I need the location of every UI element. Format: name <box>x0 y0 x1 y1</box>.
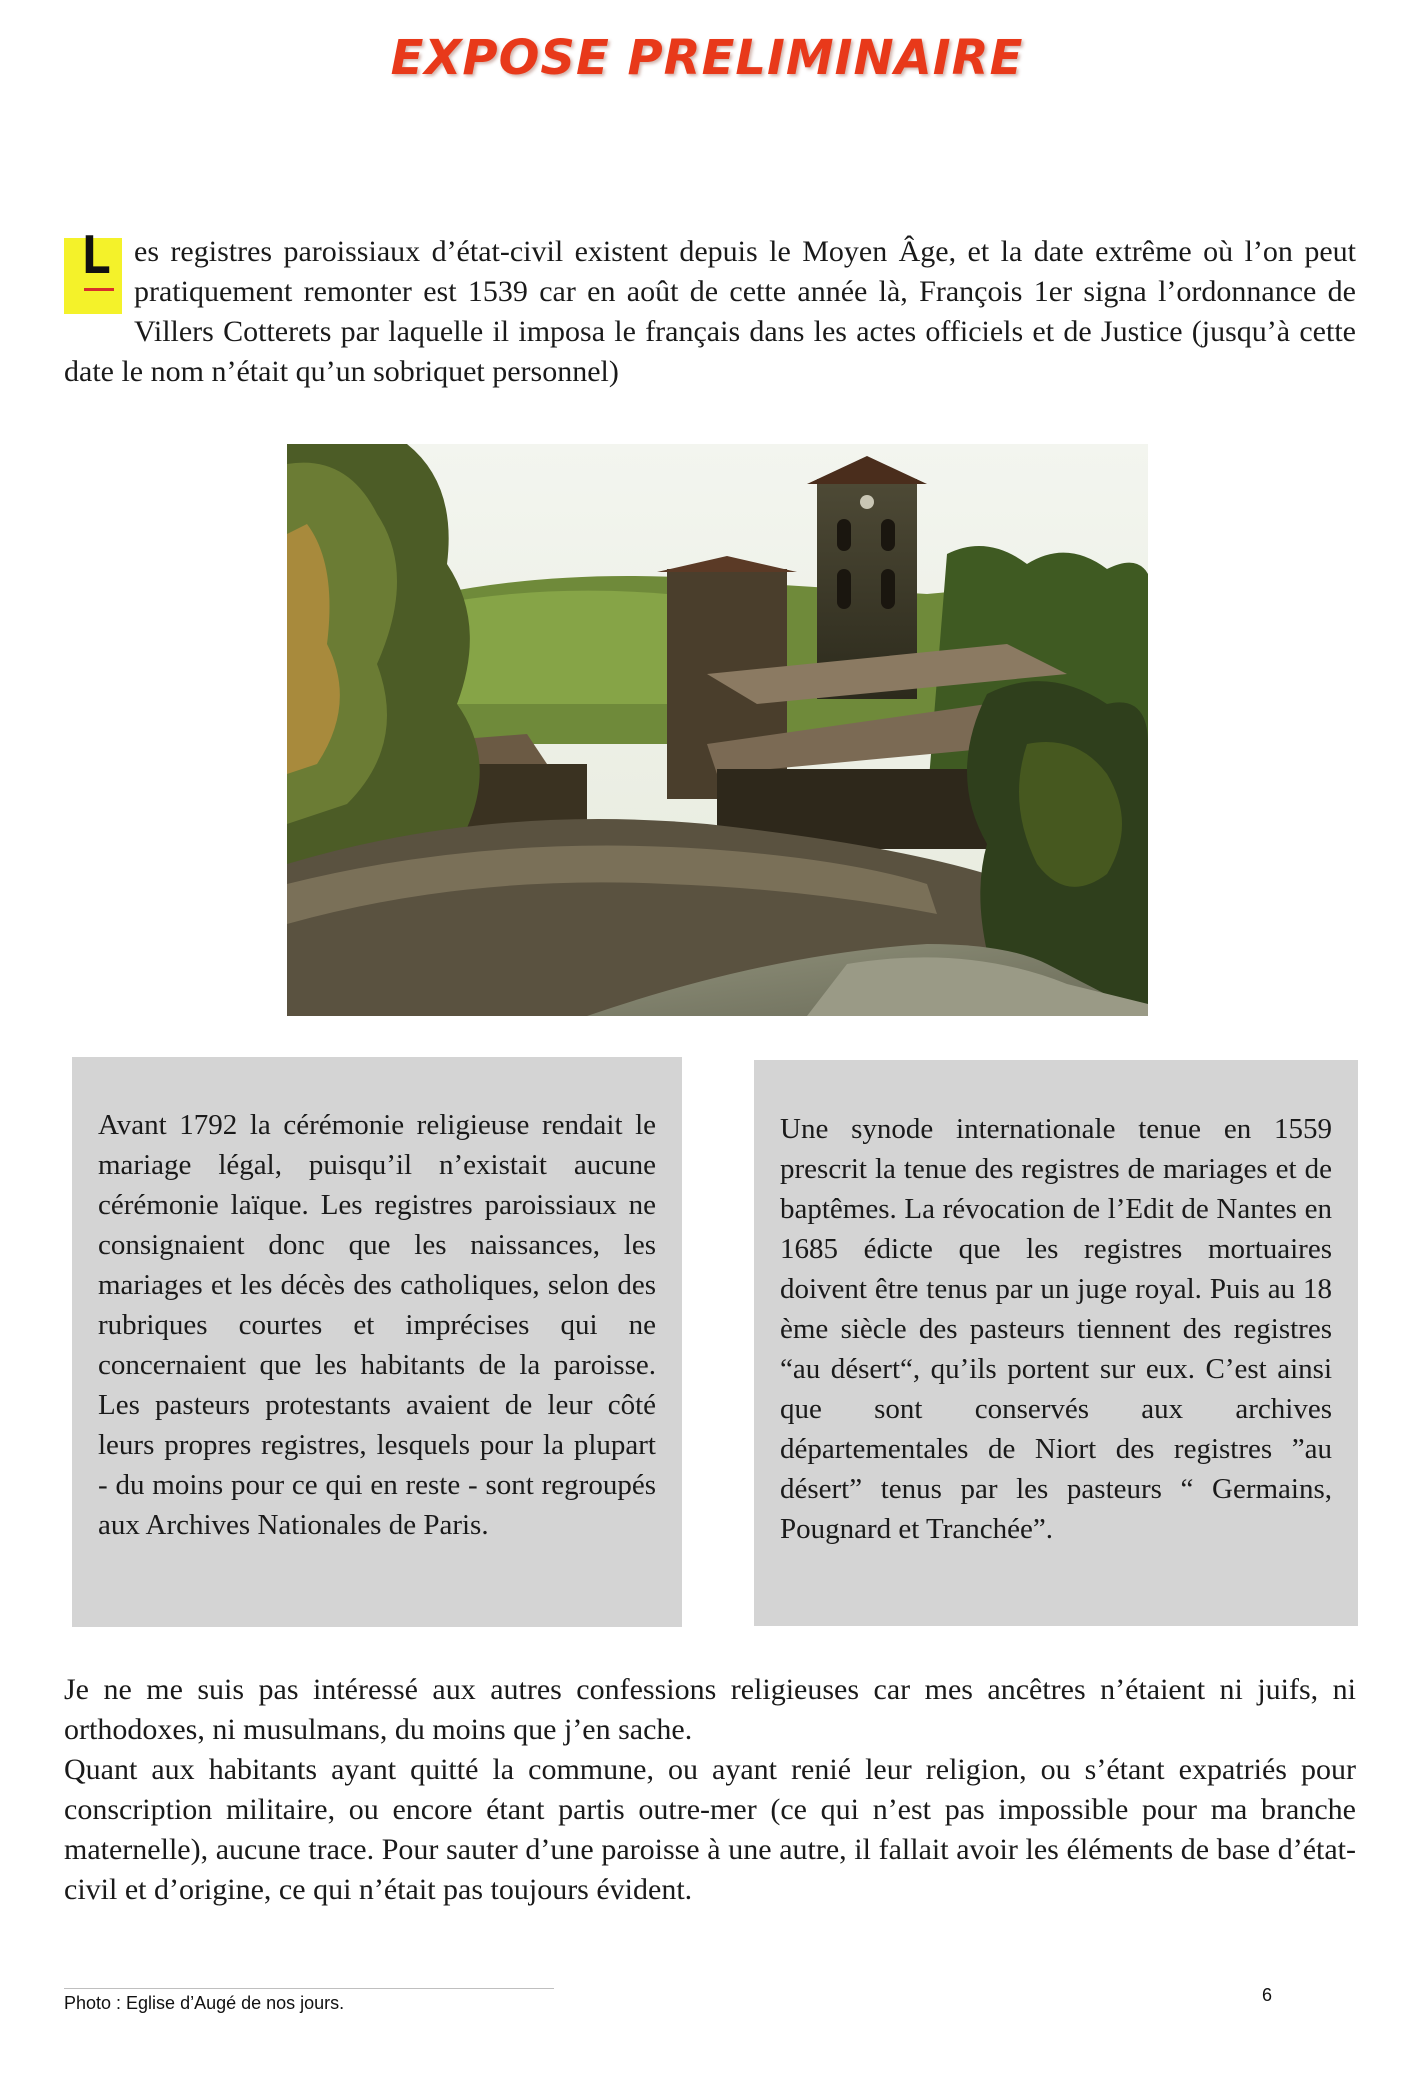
dropcap-letter: L <box>80 226 112 286</box>
footer-divider <box>64 1988 554 1989</box>
photo-caption: Photo : Eglise d’Augé de nos jours. <box>64 1993 345 2013</box>
dropcap <box>64 226 122 314</box>
dropcap-underline <box>84 288 114 291</box>
info-box-left: Avant 1792 la cérémonie religieuse rendait le mariage légal, puisqu’il n’existait aucune cérémonie laïque. Les registres paroissiaux ne consignaient donc que les naissances, les mariages et les décès des catholiques, selon des rubriques courtes et imprécises qui ne concernaient que les habitants de la paroisse. Les pasteurs protestants avaient de leur côté leurs propres registres, lesquels pour la plupart - du moins pour ce qui en reste - sont regroupés aux Archives Nationales de Paris. <box>72 1057 682 1627</box>
intro-paragraph <box>64 226 1356 392</box>
page-number: 6 <box>1262 1985 1273 2005</box>
page-title: EXPOSE PRELIMINAIRE <box>390 30 1024 86</box>
intro-text: es registres paroissiaux d’état-civil existent depuis le Moyen Âge, et la date extrême où l’on peut pratiquement remonter est 1539 car en août de cette année là, François 1er signa l’ordonnance de Villers Cotterets par laquelle il imposa le français dans les actes officiels et de Justice (jusqu’à cette date le nom n’était qu’un sobriquet personnel) <box>64 235 1356 388</box>
conclusion-paragraph-1: Je ne me suis pas intéressé aux autres confessions religieuses car mes ancêtres n’étaient ni juifs, ni orthodoxes, ni musulmans, du moins que j’en sache. <box>64 1673 1356 1746</box>
conclusion-paragraph-2: Quant aux habitants ayant quitté la commune, ou ayant renié leur religion, ou s’étant expatriés pour conscription militaire, ou encore étant partis outre-mer (ce qui n’est pas impossible pour ma branche maternelle), aucune trace. Pour sauter d’une paroisse à une autre, il fallait avoir les éléments de base d’état-civil et d’origine, ce qui n’était pas toujours évident. <box>64 1753 1356 1906</box>
info-box-right: Une synode internationale tenue en 1559 prescrit la tenue des registres de mariages et de baptêmes. La révocation de l’Edit de Nantes en 1685 édicte que les registres mortuaires doivent être tenus par un juge royal. Puis au 18 ème siècle des pasteurs tiennent des registres “au désert“, qu’ils portent sur eux. C’est ainsi que sont conservés aux archives départementales de Niort des registres ”au désert” tenus par les pasteurs “ Germains, Pougnard et Tranchée”. <box>754 1060 1358 1626</box>
conclusion-section <box>64 1670 1356 1910</box>
church-photo <box>287 444 1148 1016</box>
